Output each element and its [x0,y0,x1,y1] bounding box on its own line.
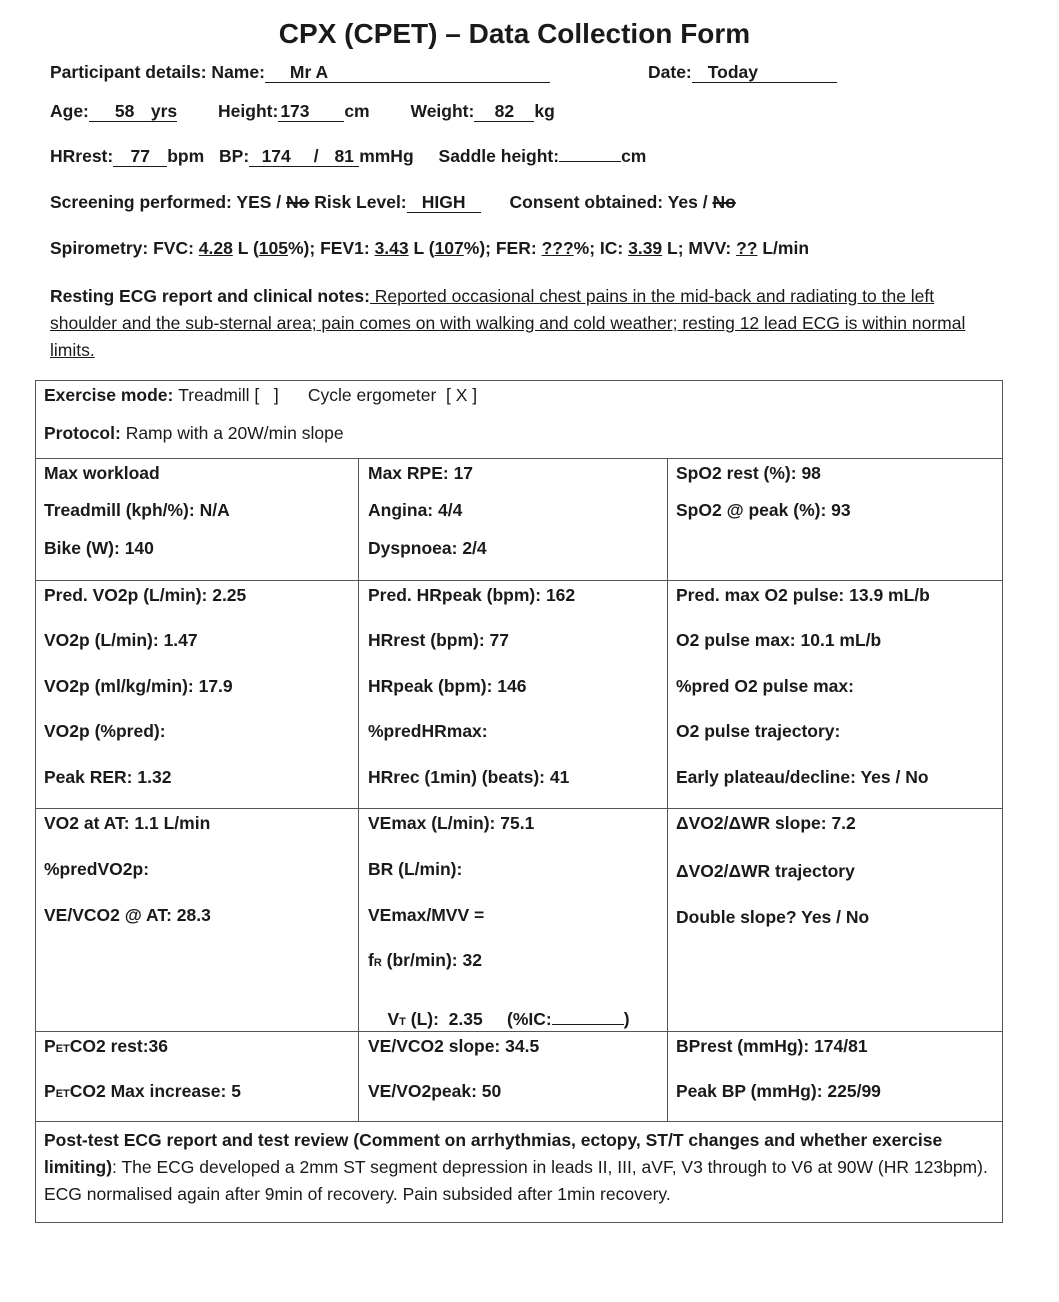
grid-divider [667,458,668,1121]
name-field[interactable]: Mr A [265,62,550,83]
pred-max-o2-pulse[interactable]: Pred. max O2 pulse: 13.9 mL/b [676,585,930,605]
hrrec[interactable]: HRrec (1min) (beats): 41 [368,767,570,787]
dyspnoea[interactable]: Dyspnoea: 2/4 [368,538,487,558]
grid-divider [36,580,1002,581]
height-label: Height: [218,101,279,121]
height-field[interactable]: 173 [278,101,344,122]
bp-systolic-field[interactable]: 174 [249,146,303,167]
form-title: CPX (CPET) – Data Collection Form [278,18,751,49]
fer-value[interactable]: ??? [541,238,574,258]
petco2-rest[interactable] [44,1036,168,1057]
screening-line [50,192,736,213]
petco2-max-text: CO2 Max increase: 5 [69,1081,241,1101]
vt-subscript: T [399,1016,406,1028]
bp-slash: / [303,146,329,167]
petco2-rest-sub: ET [55,1043,70,1055]
fvc-unit: L ( [237,238,259,258]
exercise-mode-label: Exercise mode: [44,385,174,405]
mvv-unit: L/min [762,238,810,258]
post-test-label: Post-test ECG report and test review (Comment on arrhythmias, ectopy, ST/T changes and whether exercise limiting) [44,1130,943,1177]
age-label: Age: [50,101,89,121]
early-plateau[interactable]: Early plateau/decline: Yes / No [676,767,929,787]
saddle-field[interactable] [559,161,621,162]
age-unit: yrs [150,101,178,121]
vo2p-lmin[interactable]: VO2p (L/min): 1.47 [44,630,198,650]
ve-vco2-slope[interactable]: VE/VCO2 slope: 34.5 [368,1036,540,1056]
hrpeak[interactable]: HRpeak (bpm): 146 [368,676,527,696]
ve-vco2-at[interactable]: VE/VCO2 @ AT: 28.3 [44,905,211,925]
ic-label: %; IC: [573,238,624,258]
age-field[interactable]: 58 [89,101,177,122]
vt-text: (L): 2.35 (%IC: [405,1009,552,1029]
exercise-mode-options[interactable]: Treadmill [ ] Cycle ergometer [ X ] [178,385,478,405]
date-field[interactable]: Today [692,62,837,83]
dvo2-dwr-trajectory[interactable]: ΔVO2/ΔWR trajectory [676,861,855,881]
fer-label: %); FER: [463,238,537,258]
mvv-value[interactable]: ?? [736,238,758,258]
consent-no[interactable]: No [712,192,736,212]
hrrest-label: HRrest: [50,146,114,166]
fr-subscript: R [373,957,382,969]
grid-divider [36,1121,1002,1122]
screening-label: Screening performed: [50,192,232,212]
fr-text: (br/min): 32 [381,950,482,970]
screening-no[interactable]: No [286,192,310,212]
protocol-value[interactable]: Ramp with a 20W/min slope [125,423,344,443]
fr-symbol: f [368,950,374,970]
grid-divider [36,808,1002,809]
ve-vo2peak[interactable]: VE/VO2peak: 50 [368,1081,502,1101]
grid-divider [36,458,1002,459]
date-label: Date: [648,62,692,82]
hrrest-field[interactable]: 77 [113,146,167,167]
weight-unit: kg [534,101,555,121]
double-slope[interactable]: Double slope? Yes / No [676,907,870,927]
fev1-label: %); FEV1: [288,238,370,258]
pct-ic-field[interactable] [552,1024,624,1025]
vemax[interactable]: VEmax (L/min): 75.1 [368,813,535,833]
consent-yes[interactable]: Yes / [667,192,708,212]
post-test-text[interactable]: : The ECG developed a 2mm ST segment depression in leads II, III, aVF, V3 through to V6 at 90W (HR 123bpm). ECG normalised again after 9min of recovery. Pain subsided after 1min recovery. [44,1157,988,1204]
date-line [648,62,837,83]
pred-hrmax[interactable]: %predHRmax: [368,721,488,741]
bp-label: BP: [219,146,250,166]
resting-ecg-text[interactable]: Reported occasional chest pains in the mid-back and radiating to the left shoulder and the sub-sternal area; pain comes on with walking and cold weather; resting 12 lead ECG is within normal limits. [50,286,966,360]
saddle-label: Saddle height: [438,146,560,166]
ic-value[interactable]: 3.39 [628,238,663,258]
pred-hrpeak[interactable]: Pred. HRpeak (bpm): 162 [368,585,576,605]
spirometry-line [50,238,809,259]
pred-vo2p-pct[interactable]: %predVO2p: [44,859,150,879]
o2-pulse-trajectory[interactable]: O2 pulse trajectory: [676,721,841,741]
vo2-at[interactable]: VO2 at AT: 1.1 L/min [44,813,211,833]
treadmill-value[interactable]: Treadmill (kph/%): N/A [44,500,230,520]
br[interactable]: BR (L/min): [368,859,463,879]
pred-o2-pulse-max[interactable]: %pred O2 pulse max: [676,676,854,696]
participant-line [50,62,550,83]
anthropometrics-line [50,101,555,122]
fr-value[interactable] [368,950,482,971]
bike-value[interactable]: Bike (W): 140 [44,538,154,558]
hrrest-unit: bpm [167,146,205,166]
petco2-max-sub: ET [55,1088,70,1100]
spirometry-label: Spirometry: FVC: [50,238,194,258]
max-workload-heading: Max workload [44,463,160,483]
bp-unit: mmHg [359,146,414,166]
peak-rer[interactable]: Peak RER: 1.32 [44,767,172,787]
weight-field[interactable]: 82 [474,101,534,122]
vo2p-mlkgmin[interactable]: VO2p (ml/kg/min): 17.9 [44,676,233,696]
height-unit: cm [344,101,370,121]
bp-rest[interactable]: BPrest (mmHg): 174/81 [676,1036,868,1056]
exercise-mode [44,385,477,406]
hrrest-grid[interactable]: HRrest (bpm): 77 [368,630,509,650]
resting-ecg-notes [50,283,990,364]
bp-diastolic-field[interactable]: 81 [329,146,359,167]
o2-pulse-max[interactable]: O2 pulse max: 10.1 mL/b [676,630,882,650]
fvc-pct-value[interactable]: 105 [258,238,288,258]
pred-vo2p[interactable]: Pred. VO2p (L/min): 2.25 [44,585,247,605]
protocol [44,423,344,444]
data-grid [35,380,1003,1223]
fev1-value[interactable]: 3.43 [374,238,409,258]
consent-label: Consent obtained: [509,192,664,212]
weight-label: Weight: [410,101,475,121]
vo2p-pctpred[interactable]: VO2p (%pred): [44,721,166,741]
risk-field[interactable]: HIGH [407,192,481,213]
spo2-rest[interactable]: SpO2 rest (%): 98 [676,463,821,483]
fev1-pct-value[interactable]: 107 [434,238,464,258]
vemax-mvv[interactable]: VEmax/MVV = [368,905,485,925]
protocol-label: Protocol: [44,423,121,443]
fvc-value[interactable]: 4.28 [198,238,233,258]
post-test-review [44,1127,994,1208]
spo2-peak[interactable]: SpO2 @ peak (%): 93 [676,500,851,520]
participant-label: Participant details: Name: [50,62,265,82]
max-rpe[interactable]: Max RPE: 17 [368,463,474,483]
petco2-rest-p: P [44,1036,56,1056]
vitals-line [50,146,646,167]
petco2-max[interactable] [44,1081,241,1102]
resting-ecg-label: Resting ECG report and clinical notes: [50,286,370,306]
fev1-unit: L ( [413,238,435,258]
petco2-rest-text: CO2 rest:36 [69,1036,168,1056]
screening-yes[interactable]: YES / [236,192,282,212]
risk-label: Risk Level: [314,192,407,212]
grid-divider [358,458,359,1121]
mvv-label: L; MVV: [667,238,732,258]
petco2-max-p: P [44,1081,56,1101]
saddle-unit: cm [621,146,647,166]
angina[interactable]: Angina: 4/4 [368,500,463,520]
vt-symbol: V [387,1009,400,1029]
vt-close: ) [623,1009,630,1029]
dvo2-dwr-slope[interactable]: ΔVO2/ΔWR slope: 7.2 [676,813,856,833]
peak-bp[interactable]: Peak BP (mmHg): 225/99 [676,1081,881,1101]
